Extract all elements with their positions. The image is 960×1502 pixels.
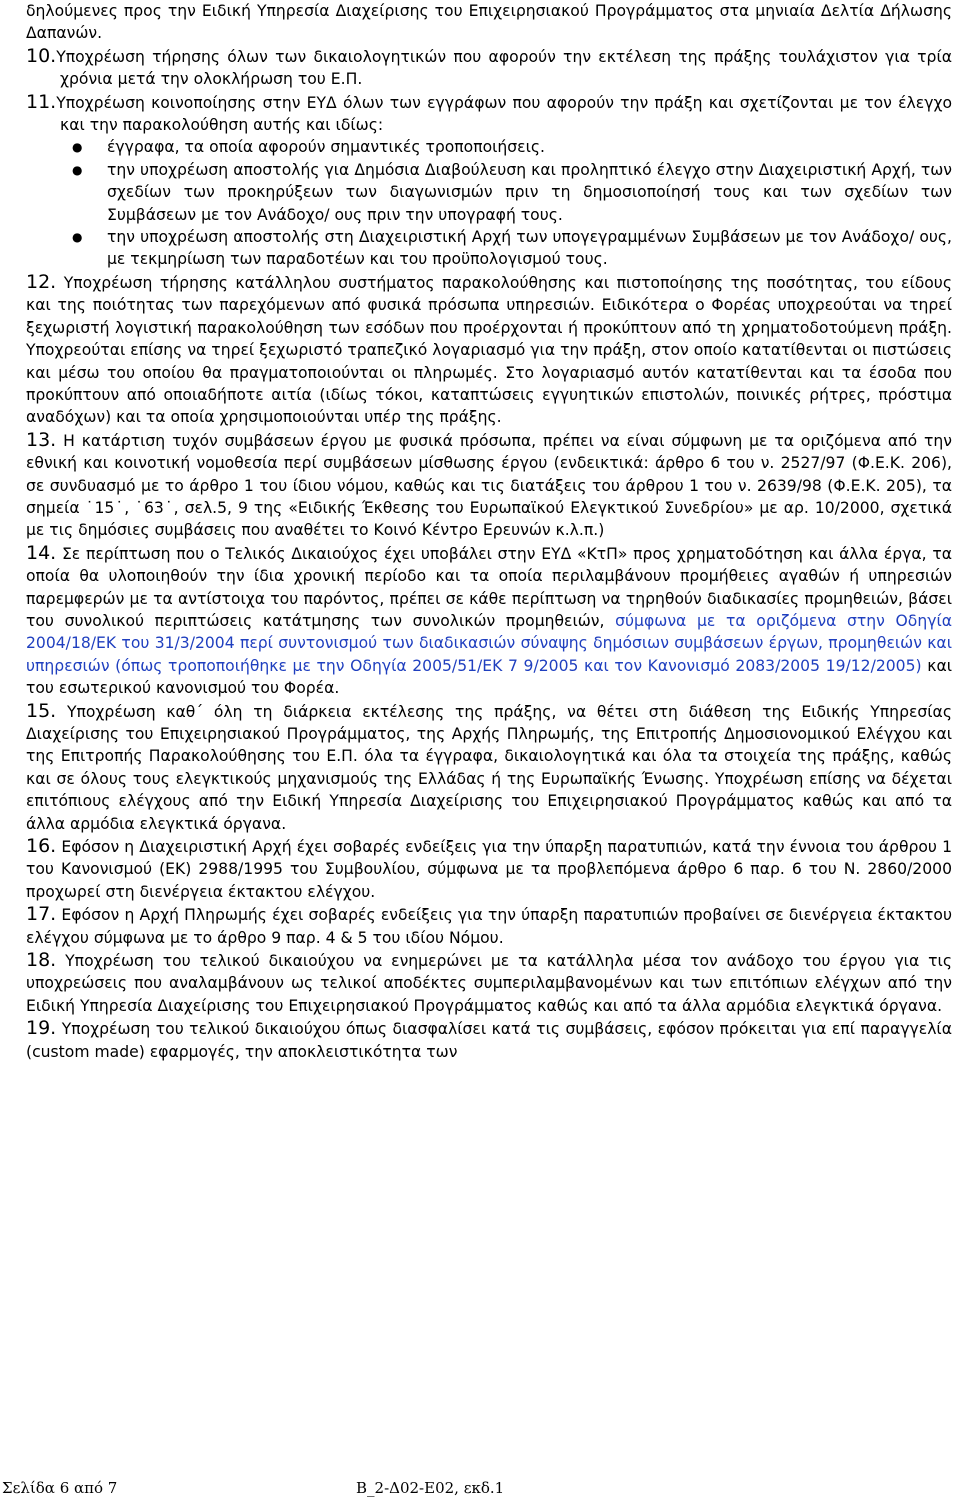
item-18 [26, 949, 952, 1017]
item-text-highlight: σύμφωνα με τα οριζόμενα στην Οδηγία 2004/18/ΕΚ του 31/3/2004 περί συντονισμού των διαδικασιών σύναψης δημόσιων συμβάσεων έργων, προμηθειών και υπηρεσιών (όπως τροποποιήθηκε με την Οδηγία 2005/51/ΕΚ 7 9/2005 και τον Κανονισμό 2083/2005 19/12/2005) [26, 611, 953, 675]
item-number: 19. [26, 1017, 57, 1040]
item-number: 15. [26, 699, 57, 722]
item-text: Η κατάρτιση τυχόν συμβάσεων έργου με φυσικά πρόσωπα, πρέπει να είναι σύμφωνη με τα οριζόμενα από την εθνική και κοινοτική νομοθεσία περί συμβάσεων μίσθωσης έργου (ενδεικτικά: άρθρο 6 του ν. 2527/97 (Φ.Ε.Κ. 206), σε συνδυασμό με το άρθρο 1 του ίδιου νόμου, καθώς και τις διατάξεις του άρθρου 1 του ν. 2639/98 (Φ.Ε.Κ. 205), τα σημεία ˙15˙, ˙63˙, σελ.5, 9 της «Ειδικής Έκθεσης του Ευρωπαϊκού Ελεγκτικού Συνεδρίου» με αρ. 10/2000, σχετικά με τις δημόσιες συμβάσεις που αναθέτει το Κοινό Κέντρο Ερευνών κ.λ.π.) [26, 431, 952, 540]
item-number: 10. [26, 44, 57, 67]
item-text: Υποχρέωση καθ΄ όλη τη διάρκεια εκτέλεσης της πράξης, να θέτει στη διάθεση της Ειδικής Υπηρεσίας Διαχείρισης του Επιχειρησιακού Προγράμματος, της Αρχής Πληρωμής, της Επιτροπής Δημοσιονομικού Ελέγχου και της Επιτροπής Παρακολούθησης του Ε.Π. όλα τα έγγραφα, δικαιολογητικά και όλα τα στοιχεία της πράξης, καθώς και σε όλους τους ελεγκτικούς μηχανισμούς της Ελλάδας ή της Ευρωπαϊκής Ένωσης. Υποχρέωση επίσης να δέχεται επιτόπιους ελέγχους από την Ειδική Υπηρεσία Διαχείρισης του Επιχειρησιακού Προγράμματος καθώς και από τα άλλα αρμόδια ελεγκτικά όργανα. [26, 702, 952, 833]
item-number: 16. [26, 835, 57, 858]
item-14 [26, 542, 952, 700]
intro-paragraph: δηλούμενες προς την Ειδική Υπηρεσία Διαχείρισης του Επιχειρησιακού Προγράμματος στα μηνιαία Δελτία Δήλωσης Δαπανών. [26, 2, 952, 43]
bullet-icon: ● [72, 230, 83, 245]
footer-page-number: Σελίδα 6 από 7 [2, 1479, 118, 1497]
item-number: 13. [26, 428, 57, 451]
document-body [26, 0, 952, 1063]
bullet-item [26, 136, 952, 158]
item-text: Εφόσον η Διαχειριστική Αρχή έχει σοβαρές ενδείξεις για την ύπαρξη παρατυπιών, κατά την έννοια του άρθρου 1 του Κανονισμού (ΕΚ) 2988/1995 του Συμβουλίου, σύμφωνα με τα προβλεπόμενα άρθρο 6 παρ. 6 του Ν. 2860/2000 προχωρεί στη διενέργεια έκτακτου ελέγχου. [26, 838, 952, 901]
item-text: Υποχρέωση τήρησης κατάλληλου συστήματος παρακολούθησης και πιστοποίησης της ποσότητας, του είδους και της ποιότητας των παρεχόμενων από φυσικά πρόσωπα υπηρεσιών. Ειδικότερα ο Φορέας υποχρεούται να τηρεί ξεχωριστή λογιστική παρακολούθηση των εσόδων που προέρχονται ή προκύπτουν από τη χρηματοδοτούμενη πράξη. Υποχρεούται επίσης να τηρεί ξεχωριστό τραπεζικό λογαριασμό για την πράξη, στον οποίο κατατίθενται οι πιστώσεις και μέσω του οποίου θα πραγματοποιούνται οι πληρωμές. Στο λογαριασμό αυτόν κατατίθενται και τα έσοδα που προκύπτουν από οποιαδήποτε αιτία (ιδίως τόκοι, καταπτώσεις εγγυητικών επιστολών, ποινικές ρήτρες, πρόστιμα αναδόχων) και τα οποία χρησιμοποιούνται υπέρ της πράξης. [26, 273, 952, 427]
item-10 [26, 45, 952, 91]
item-13 [26, 429, 952, 542]
item-17 [26, 903, 952, 949]
item-11 [26, 91, 952, 137]
item-12 [26, 271, 952, 429]
item-15 [26, 700, 952, 835]
bullet-item [26, 159, 952, 226]
bullet-text: την υποχρέωση αποστολής στη Διαχειριστική Αρχή των υπογεγραμμένων Συμβάσεων με τον Ανάδοχο/ ους, με τεκμηρίωση των παραδοτέων και του προϋπολογισμού τους. [107, 228, 952, 269]
item-text-tail: και του εσωτερικού κανονισμού του Φορέα. [26, 656, 953, 698]
bullet-text: έγγραφα, τα οποία αφορούν σημαντικές τροποποιήσεις. [107, 138, 545, 157]
bullet-text: την υποχρέωση αποστολής για Δημόσια Διαβούλευση και προληπτικό έλεγχο στην Διαχειριστική Αρχή, των σχεδίων των προκηρύξεων των διαγωνισμών πριν τη δημοσιοποίησή τους και των σχεδίων των Συμβάσεων με τον Ανάδοχο/ ους πριν την υπογραφή τους. [107, 160, 952, 224]
item-text: Υποχρέωση τήρησης όλων των δικαιολογητικών που αφορούν την εκτέλεση της πράξης τουλάχιστον για τρία χρόνια μετά την ολοκλήρωση του Ε.Π. [56, 47, 952, 89]
item-text: Εφόσον η Αρχή Πληρωμής έχει σοβαρές ενδείξεις για την ύπαρξη παρατυπιών προβαίνει σε διενέργεια έκτακτου ελέγχου σύμφωνα με το άρθρο 9 παρ. 4 & 5 του ιδίου Νόμου. [26, 906, 952, 947]
item-16 [26, 835, 952, 903]
bullet-icon: ● [72, 162, 83, 177]
item-number: 11. [26, 90, 57, 113]
item-text: Υποχρέωση του τελικού δικαιούχου να ενημερώνει με τα κατάλληλα μέσα τον ανάδοχο του έργου για τις υποχρεώσεις που αναλαμβάνουν ως τελικοί αποδέκτες συμπεριλαμβανομένων και των επιτόπιων ελέγχων από την Ειδική Υπηρεσία Διαχείρισης του Επιχειρησιακού Προγράμματος καθώς και από τα άλλα αρμόδια ελεγκτικά όργανα. [26, 952, 952, 1015]
item-19 [26, 1017, 952, 1063]
item-text: Υποχρέωση του τελικού δικαιούχου όπως διασφαλίσει κατά τις συμβάσεις, εφόσον πρόκειται για επί παραγγελία (custom made) εφαρμογές, την αποκλειστικότητα των [26, 1020, 952, 1061]
item-number: 18. [26, 949, 57, 972]
item-number: 14. [26, 541, 57, 564]
footer-doc-code: Β_2-Δ02-Ε02, εκδ.1 [356, 1479, 505, 1497]
item-text: Σε περίπτωση που ο Τελικός Δικαιούχος έχει υποβάλει στην ΕΥΔ «ΚτΠ» προς χρηματοδότηση και άλλα έργα, τα οποία θα υλοποιηθούν την ίδια χρονική περίοδο και τα οποία περιλαμβάνουν προμήθειες αγαθών ή υπηρεσιών παρεμφερών με τα αντίστοιχα του παρόντος, πρέπει σε κάθε περίπτωση να τηρηθούν διαδικασίες προμηθειών, βάσει του συνολικού περιπτώσεις κατάτμησης των συνολικών προμηθειών, [26, 544, 952, 630]
bullet-item [26, 226, 952, 271]
item-text: Υποχρέωση κοινοποίησης στην ΕΥΔ όλων των εγγράφων που αφορούν την πράξη και σχετίζονται με τον έλεγχο και την παρακολούθηση αυτής και ιδίως: [56, 93, 952, 135]
item-number: 17. [26, 903, 57, 926]
bullet-icon: ● [72, 140, 83, 155]
item-number: 12. [26, 270, 57, 293]
